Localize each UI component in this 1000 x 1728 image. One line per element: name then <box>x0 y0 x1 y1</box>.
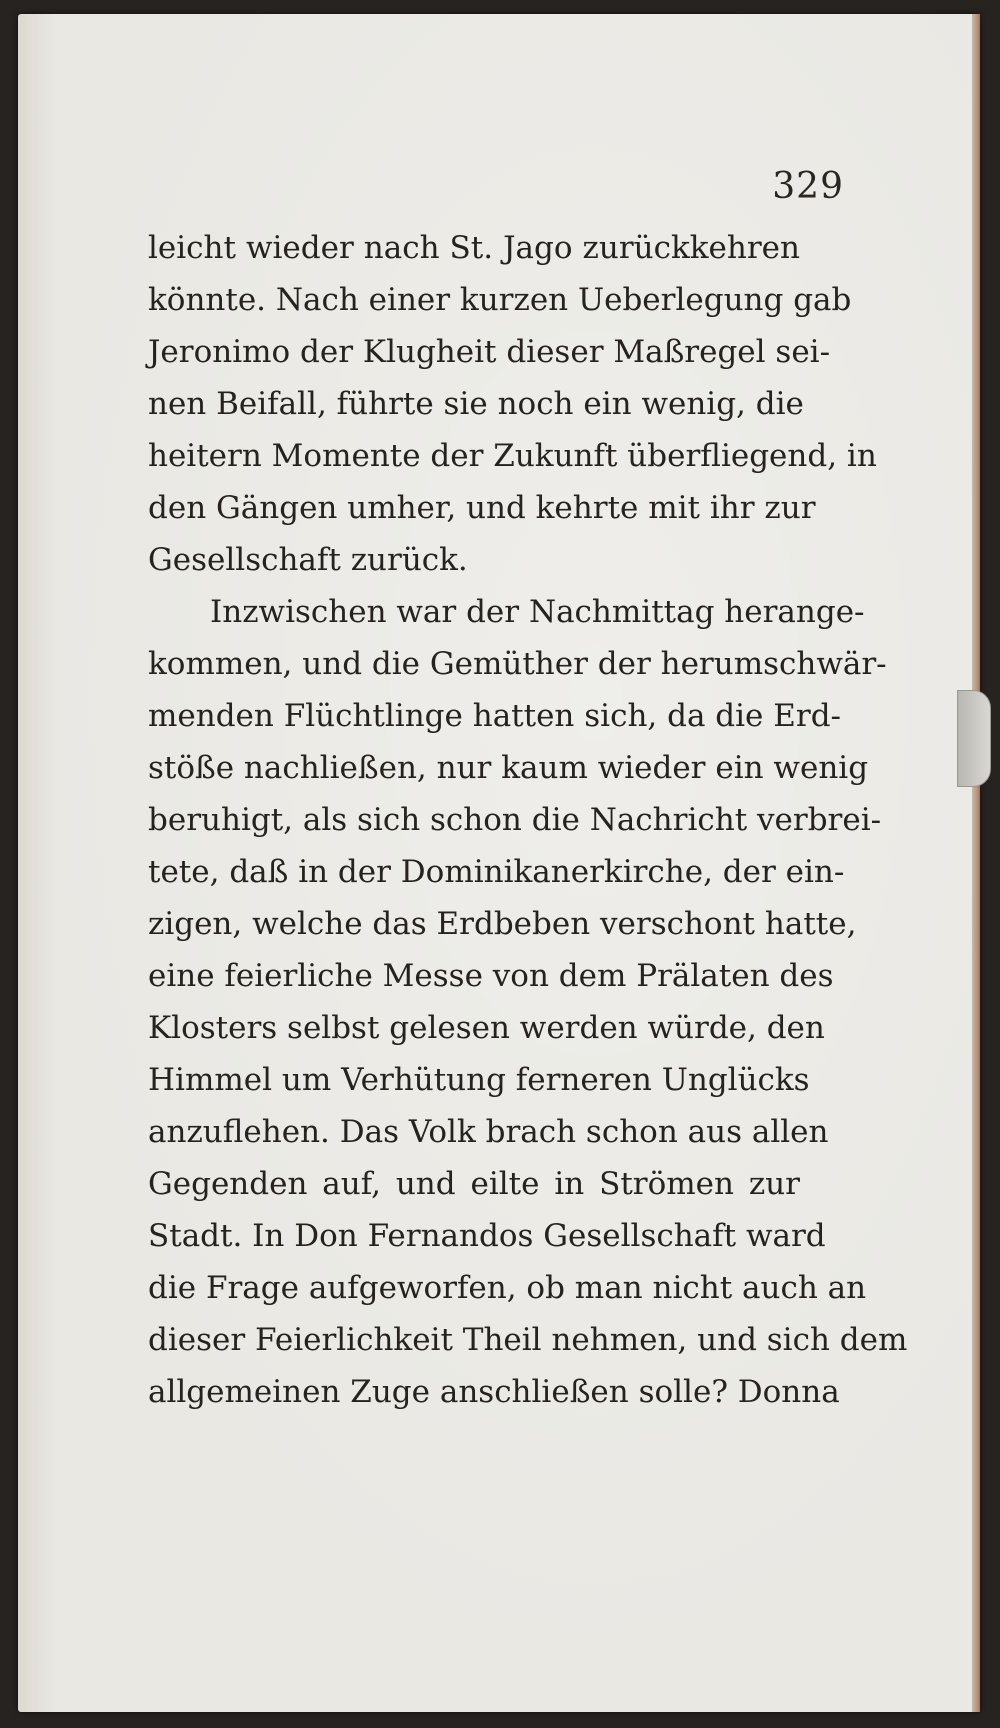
page-edge <box>972 14 980 1712</box>
text-line: Klosters selbst gelesen werden würde, den <box>148 1010 825 1046</box>
text-line: Jeronimo der Klugheit dieser Maßregel sei- <box>148 334 831 370</box>
text-line: leicht wieder nach St. Jago zurückkehren <box>148 230 800 266</box>
text-line: beruhigt, als sich schon die Nachricht verbrei- <box>148 802 882 838</box>
bookmark-tab <box>957 690 991 787</box>
text-line: den Gängen umher, und kehrte mit ihr zur <box>148 490 816 526</box>
text-line: könnte. Nach einer kurzen Ueberlegung gab <box>148 282 852 318</box>
book-page <box>18 14 980 1712</box>
text-line: zigen, welche das Erdbeben verschont hatte, <box>148 906 857 942</box>
text-line: eine feierliche Messe von dem Prälaten des <box>148 958 834 994</box>
text-line: Gegenden auf, und eilte in Strömen zur <box>148 1166 800 1202</box>
text-line: Himmel um Verhütung ferneren Unglücks <box>148 1062 810 1098</box>
body-text <box>148 222 908 1418</box>
text-line: anzuflehen. Das Volk brach schon aus allen <box>148 1114 829 1150</box>
text-line: Stadt. In Don Fernandos Gesellschaft ward <box>148 1218 826 1254</box>
text-line: menden Flüchtlinge hatten sich, da die Erd- <box>148 698 842 734</box>
text-line: tete, daß in der Dominikanerkirche, der ein- <box>148 854 845 890</box>
text-line: stöße nachließen, nur kaum wieder ein wenig <box>148 750 869 786</box>
text-line: Gesellschaft zurück. <box>148 542 468 578</box>
page-number: 329 <box>772 166 844 207</box>
text-line: die Frage aufgeworfen, ob man nicht auch an <box>148 1270 867 1306</box>
text-line: nen Beifall, führte sie noch ein wenig, die <box>148 386 804 422</box>
text-line: Inzwischen war der Nachmittag herange- <box>210 594 865 630</box>
text-line: heitern Momente der Zukunft überfliegend, in <box>148 438 877 474</box>
text-line: dieser Feierlichkeit Theil nehmen, und sich dem <box>148 1322 908 1358</box>
text-line: allgemeinen Zuge anschließen solle? Donna <box>148 1374 840 1410</box>
text-line: kommen, und die Gemüther der herumschwär- <box>148 646 887 682</box>
